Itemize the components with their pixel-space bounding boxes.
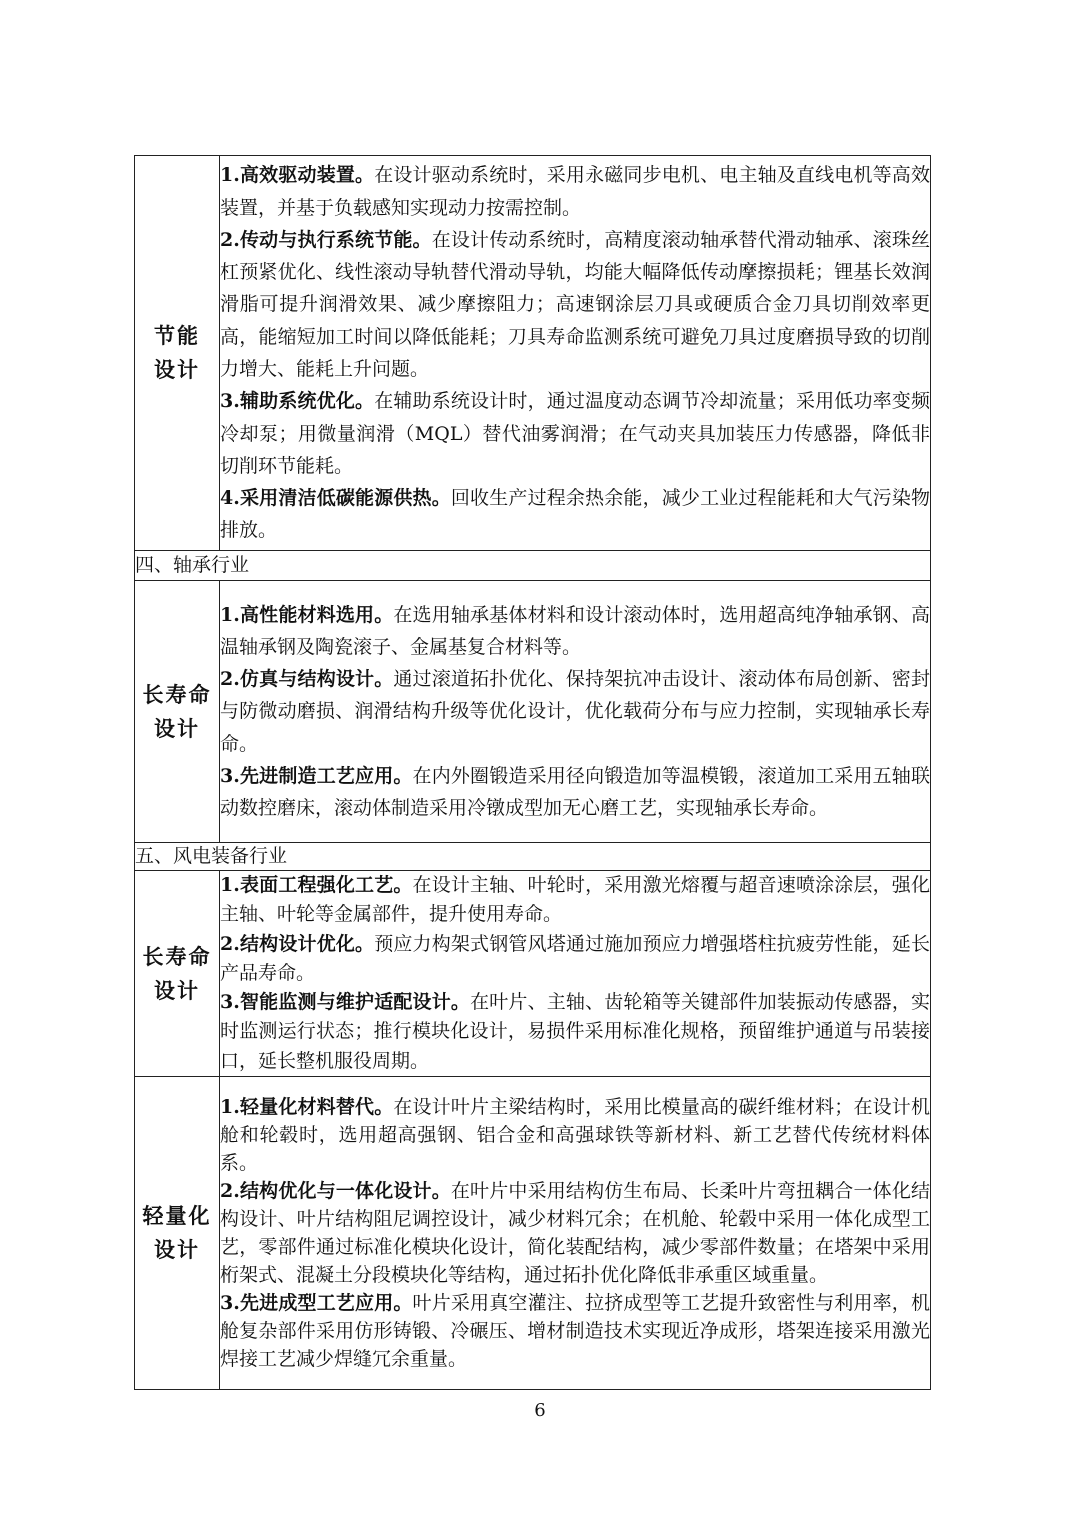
section-heading: 五、风电装备行业 [135,843,931,871]
list-item [220,988,930,1076]
item-title: 1.高性能材料选用。 [220,603,394,626]
item-title: 3.先进成型工艺应用。 [220,1292,413,1315]
list-item [220,1093,930,1177]
list-item [220,1177,930,1289]
list-item [220,599,930,663]
item-text: 在设计主轴、叶轮时，采用激光熔覆与超音速喷涂涂层，强化主轴、叶轮等金属部件，提升使用寿命。 [220,874,930,926]
item-text: 在叶片、主轴、齿轮箱等关键部件加装振动传感器，实时监测运行状态；推行模块化设计，易损件采用标准化规格，预留维护通道与吊装接口，延长整机服役周期。 [220,991,930,1072]
list-item [220,663,930,760]
row-label-line: 节能 [154,323,200,348]
item-text: 预应力构架式钢管风塔通过施加预应力增强塔柱抗疲劳性能，延长产品寿命。 [220,932,930,984]
item-title: 2.结构优化与一体化设计。 [220,1179,451,1202]
row-content-wind-life [220,871,931,1077]
row-label-bearing-life [135,581,220,843]
item-title: 2.仿真与结构设计。 [220,668,394,691]
item-title: 1.表面工程强化工艺。 [220,874,413,896]
item-text: 在选用轴承基体材料和设计滚动体时，选用超高纯净轴承钢、高温轴承钢及陶瓷滚子、金属基复合材料等。 [220,603,930,658]
row-label-line: 设计 [154,1237,200,1263]
row-content-bearing-life [220,581,931,843]
item-title: 4.采用清洁低碳能源供热。 [220,487,451,510]
list-item [220,385,930,482]
item-title: 3.智能监测与维护适配设计。 [220,991,471,1014]
list-item [220,930,930,989]
table-row-energy [135,156,931,551]
item-text: 在叶片中采用结构仿生布局、长柔叶片弯扭耦合一体化结构设计、叶片结构阻尼调控设计，减少材料冗余；在机舱、轮毂中采用一体化成型工艺，零部件通过标准化模块化设计，简化装配结构，减少零部件数量；在塔架中采用桁架式、混凝土分段模块化等结构，通过拓扑优化降低非承重区域重量。 [220,1179,930,1287]
section-heading: 四、轴承行业 [135,551,931,581]
section-row-wind [135,843,931,871]
row-label-line: 轻量化 [142,1203,212,1229]
item-text: 在设计驱动系统时，采用永磁同步电机、电主轴及直线电机等高效装置，并基于负载感知实现动力按需控制。 [220,164,930,219]
row-label-line: 设计 [154,977,200,1003]
item-text: 通过滚道拓扑优化、保持架抗冲击设计、滚动体布局创新、密封与防微动磨损、润滑结构升级等优化设计，优化载荷分布与应力控制，实现轴承长寿命。 [220,668,930,755]
section-row-bearing [135,551,931,581]
item-title: 2.传动与执行系统节能。 [220,228,432,251]
list-item [220,482,930,547]
item-text: 回收生产过程余热余能，减少工业过程能耗和大气污染物排放。 [220,487,930,542]
item-text: 在内外圈锻造采用径向锻造加等温模锻，滚道加工采用五轴联动数控磨床，滚动体制造采用冷镦成型加无心磨工艺，实现轴承长寿命。 [220,764,930,819]
list-item [220,224,930,385]
table-row-wind-light [135,1077,931,1390]
item-title: 3.先进制造工艺应用。 [220,764,413,787]
list-item [220,871,930,930]
row-label-line: 设计 [154,357,200,382]
item-text: 叶片采用真空灌注、拉挤成型等工艺提升致密性与利用率，机舱复杂部件采用仿形铸锻、冷碾压、增材制造技术实现近净成形，塔架连接采用激光焊接工艺减少焊缝冗余重量。 [220,1292,930,1371]
item-text: 在设计传动系统时，高精度滚动轴承替代滑动轴承、滚珠丝杠预紧优化、线性滚动导轨替代滑动导轨，均能大幅降低传动摩擦损耗；锂基长效润滑脂可提升润滑效果、减少摩擦阻力；高速钢涂层刀具或硬质合金刀具切削效率更高，能缩短加工时间以降低能耗；刀具寿命监测系统可避免刀具过度磨损导致的切削力增大、能耗上升问题。 [220,228,930,380]
row-label-line: 设计 [154,715,200,741]
row-content-energy [220,156,931,551]
requirements-table [134,155,931,1390]
table-row-wind-life [135,871,931,1077]
item-text: 在辅助系统设计时，通过温度动态调节冷却流量；采用低功率变频冷却泵；用微量润滑（MQL）替代油雾润滑；在气动夹具加装压力传感器，降低非切削环节能耗。 [220,390,930,477]
item-title: 3.辅助系统优化。 [220,390,375,413]
row-label-line: 长寿命 [142,681,212,707]
item-text: 在设计叶片主梁结构时，采用比模量高的碳纤维材料；在设计机舱和轮毂时，选用超高强钢、铝合金和高强球铁等新材料、新工艺替代传统材料体系。 [220,1095,930,1174]
row-content-wind-light [220,1077,931,1390]
row-label-wind-light [135,1077,220,1390]
page-number: 6 [534,1400,546,1421]
list-item [220,760,930,824]
item-title: 2.结构设计优化。 [220,932,375,955]
row-label-energy [135,156,220,551]
list-item [220,159,930,224]
list-item [220,1289,930,1373]
row-label-wind-life [135,871,220,1077]
item-title: 1.高效驱动装置。 [220,164,375,187]
row-label-line: 长寿命 [142,943,212,969]
item-title: 1.轻量化材料替代。 [220,1095,394,1118]
table-row-bearing-life [135,581,931,843]
